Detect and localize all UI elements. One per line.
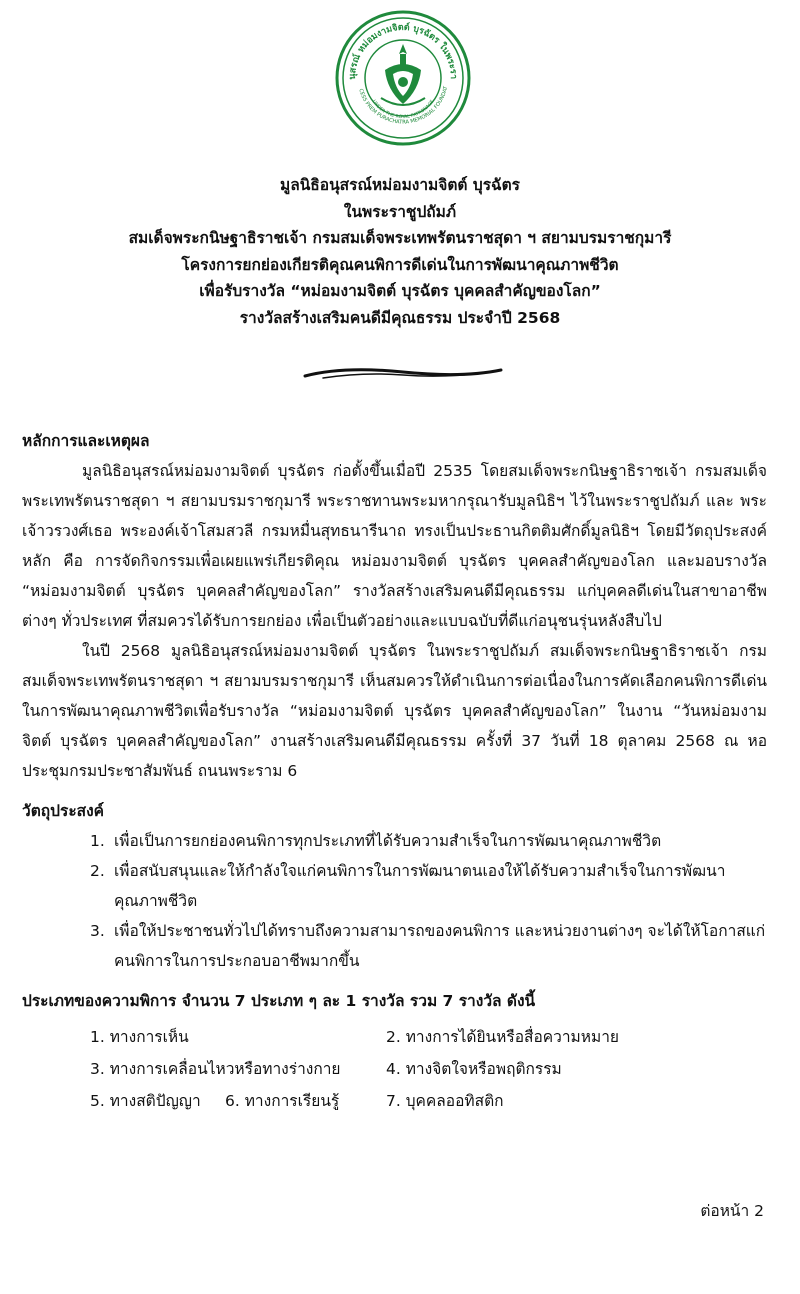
foundation-logo xyxy=(333,8,473,148)
list-item xyxy=(22,856,767,916)
svg-text:UNDER THE ROYAL PATRONAGE: UNDER THE ROYAL PATRONAGE xyxy=(370,99,436,121)
disability-types-title: ประเภทของความพิการ จำนวน 7 ประเภท ๆ ละ 1 รางวัล รวม 7 รางวัล ดังนี้ xyxy=(22,992,536,1010)
swirl-divider-icon xyxy=(303,364,503,384)
header-foundation-name: มูลนิธิอนุสรณ์หม่อมงามจิตต์ บุรฉัตร xyxy=(279,176,520,194)
header-project-name: โครงการยกย่องเกียรติคุณคนพิการดีเด่นในการพัฒนาคุณภาพชีวิต xyxy=(181,255,619,274)
document-body xyxy=(22,426,767,1118)
list-item-number: 2. xyxy=(90,862,105,880)
list-item: 3. ทางการเคลื่อนไหวหรือทางร่างกาย xyxy=(90,1060,341,1078)
disability-types-list xyxy=(22,1022,767,1118)
list-item xyxy=(22,916,767,976)
list-item-text: เพื่อให้ประชาชนทั่วไปได้ทราบถึงความสามารถของคนพิการ และหน่วยงานต่างๆ จะได้ให้โอกาสแก่คนพิการในการประกอบอาชีพมากขึ้น xyxy=(114,922,766,970)
list-item: 5. ทางสติปัญญา xyxy=(90,1092,201,1110)
header-patronage: ในพระราชูปถัมภ์ xyxy=(343,202,457,221)
page-continued-note: ต่อหน้า 2 xyxy=(700,1202,764,1220)
list-item-number: 3. xyxy=(90,922,105,940)
list-item-text: เพื่อสนับสนุนและให้กำลังใจแก่คนพิการในการพัฒนาตนเองให้ได้รับความสำเร็จในการพัฒนาคุณภาพชีวิต xyxy=(114,862,726,910)
list-item: 4. ทางจิตใจหรือพฤติกรรม xyxy=(386,1060,562,1078)
principles-paragraph-2: ในปี 2568 มูลนิธิอนุสรณ์หม่อมงามจิตต์ บุรฉัตร ในพระราชูปถัมภ์ สมเด็จพระกนิษฐาธิราชเจ้า กรมสมเด็จพระเทพรัตนราชสุดา ฯ สยามบรมราชกุมารี เห็นสมควรให้ดำเนินการต่อเนื่องในการคัดเลือกคนพิการดีเด่นในการพัฒนาคุณภาพชีวิตเพื่อรับรางวัล “หม่อมงามจิตต์ บุรฉัตร บุคคลสำคัญของโลก” ในงาน “วันหม่อมงามจิตต์ บุรฉัตร บุคคลสำคัญของโลก” งานสร้างเสริมคนดีมีคุณธรรม ครั้งที่ 37 วันที่ 18 ตุลาคม 2568 ณ หอประชุมกรมประชาสัมพันธ์ ถนนพระราม 6 xyxy=(22,642,767,780)
objectives-title: วัตถุประสงค์ xyxy=(22,802,105,820)
list-item: 6. ทางการเรียนรู้ xyxy=(225,1092,340,1110)
list-item xyxy=(22,826,767,856)
header-award-year: รางวัลสร้างเสริมคนดีมีคุณธรรม ประจำปี 2568 xyxy=(239,308,561,327)
principles-title: หลักการและเหตุผล xyxy=(22,432,150,450)
svg-text:มูลนิธิอนุสรณ์ หม่อมงามจิตต์ บ: นุสรณ์ หม่อมงามจิตต์ บุรฉัตร ในพระรา xyxy=(347,22,459,80)
list-item: 7. บุคคลออทิสติก xyxy=(386,1092,504,1110)
header-royal-name: สมเด็จพระกนิษฐาธิราชเจ้า กรมสมเด็จพระเทพรัตนราชสุดา ฯ สยามบรมราชกุมารี xyxy=(128,229,672,247)
principles-paragraph-1: มูลนิธิอนุสรณ์หม่อมงามจิตต์ บุรฉัตร ก่อตั้งขึ้นเมื่อปี 2535 โดยสมเด็จพระกนิษฐาธิราชเจ้า กรมสมเด็จพระเทพรัตนราชสุดา ฯ สยามบรมราชกุมารี พระราชทานพระมหากรุณารับมูลนิธิฯ ไว้ในพระราชูปถัมภ์ และ พระเจ้าวรวงศ์เธอ พระองค์เจ้าโสมสวลี กรมหมื่นสุทธนารีนาถ ทรงเป็นประธานกิตติมศักดิ์มูลนิธิฯ โดยมีวัตถุประสงค์หลัก คือ การจัดกิจกรรมเพื่อเผยแพร่เกียรติคุณ หม่อมงามจิตต์ บุรฉัตร บุคคลสำคัญของโลก และมอบรางวัล “หม่อมงามจิตต์ บุรฉัตร บุคคลสำคัญของโลก” รางวัลสร้างเสริมคนดีมีคุณธรรม แก่บุคคลดีเด่นในสาขาอาชีพต่างๆ ทั่วประเทศ ที่สมควรได้รับการยกย่อง เพื่อเป็นตัวอย่างและแบบฉบับที่ดีแก่อนุชนรุ่นหลังสืบไป xyxy=(22,462,767,630)
list-item-number: 1. xyxy=(90,832,105,850)
decorative-divider xyxy=(303,364,503,384)
svg-text:PRINCESS PREM PURACHATRA MEMOR: CESS PREM PURACHATRA MEMORIAL FOUNDAT xyxy=(357,85,450,126)
header-award-name: เพื่อรับรางวัล “หม่อมงามจิตต์ บุรฉัตร บุคคลสำคัญของโลก” xyxy=(199,282,601,300)
list-item: 2. ทางการได้ยินหรือสื่อความหมาย xyxy=(386,1028,619,1046)
objectives-list xyxy=(22,826,767,976)
list-item: 1. ทางการเห็น xyxy=(90,1028,189,1046)
document-header xyxy=(0,172,800,331)
list-item-text: เพื่อเป็นการยกย่องคนพิการทุกประเภทที่ได้รับความสำเร็จในการพัฒนาคุณภาพชีวิต xyxy=(114,832,662,850)
foundation-seal-icon xyxy=(333,8,473,148)
